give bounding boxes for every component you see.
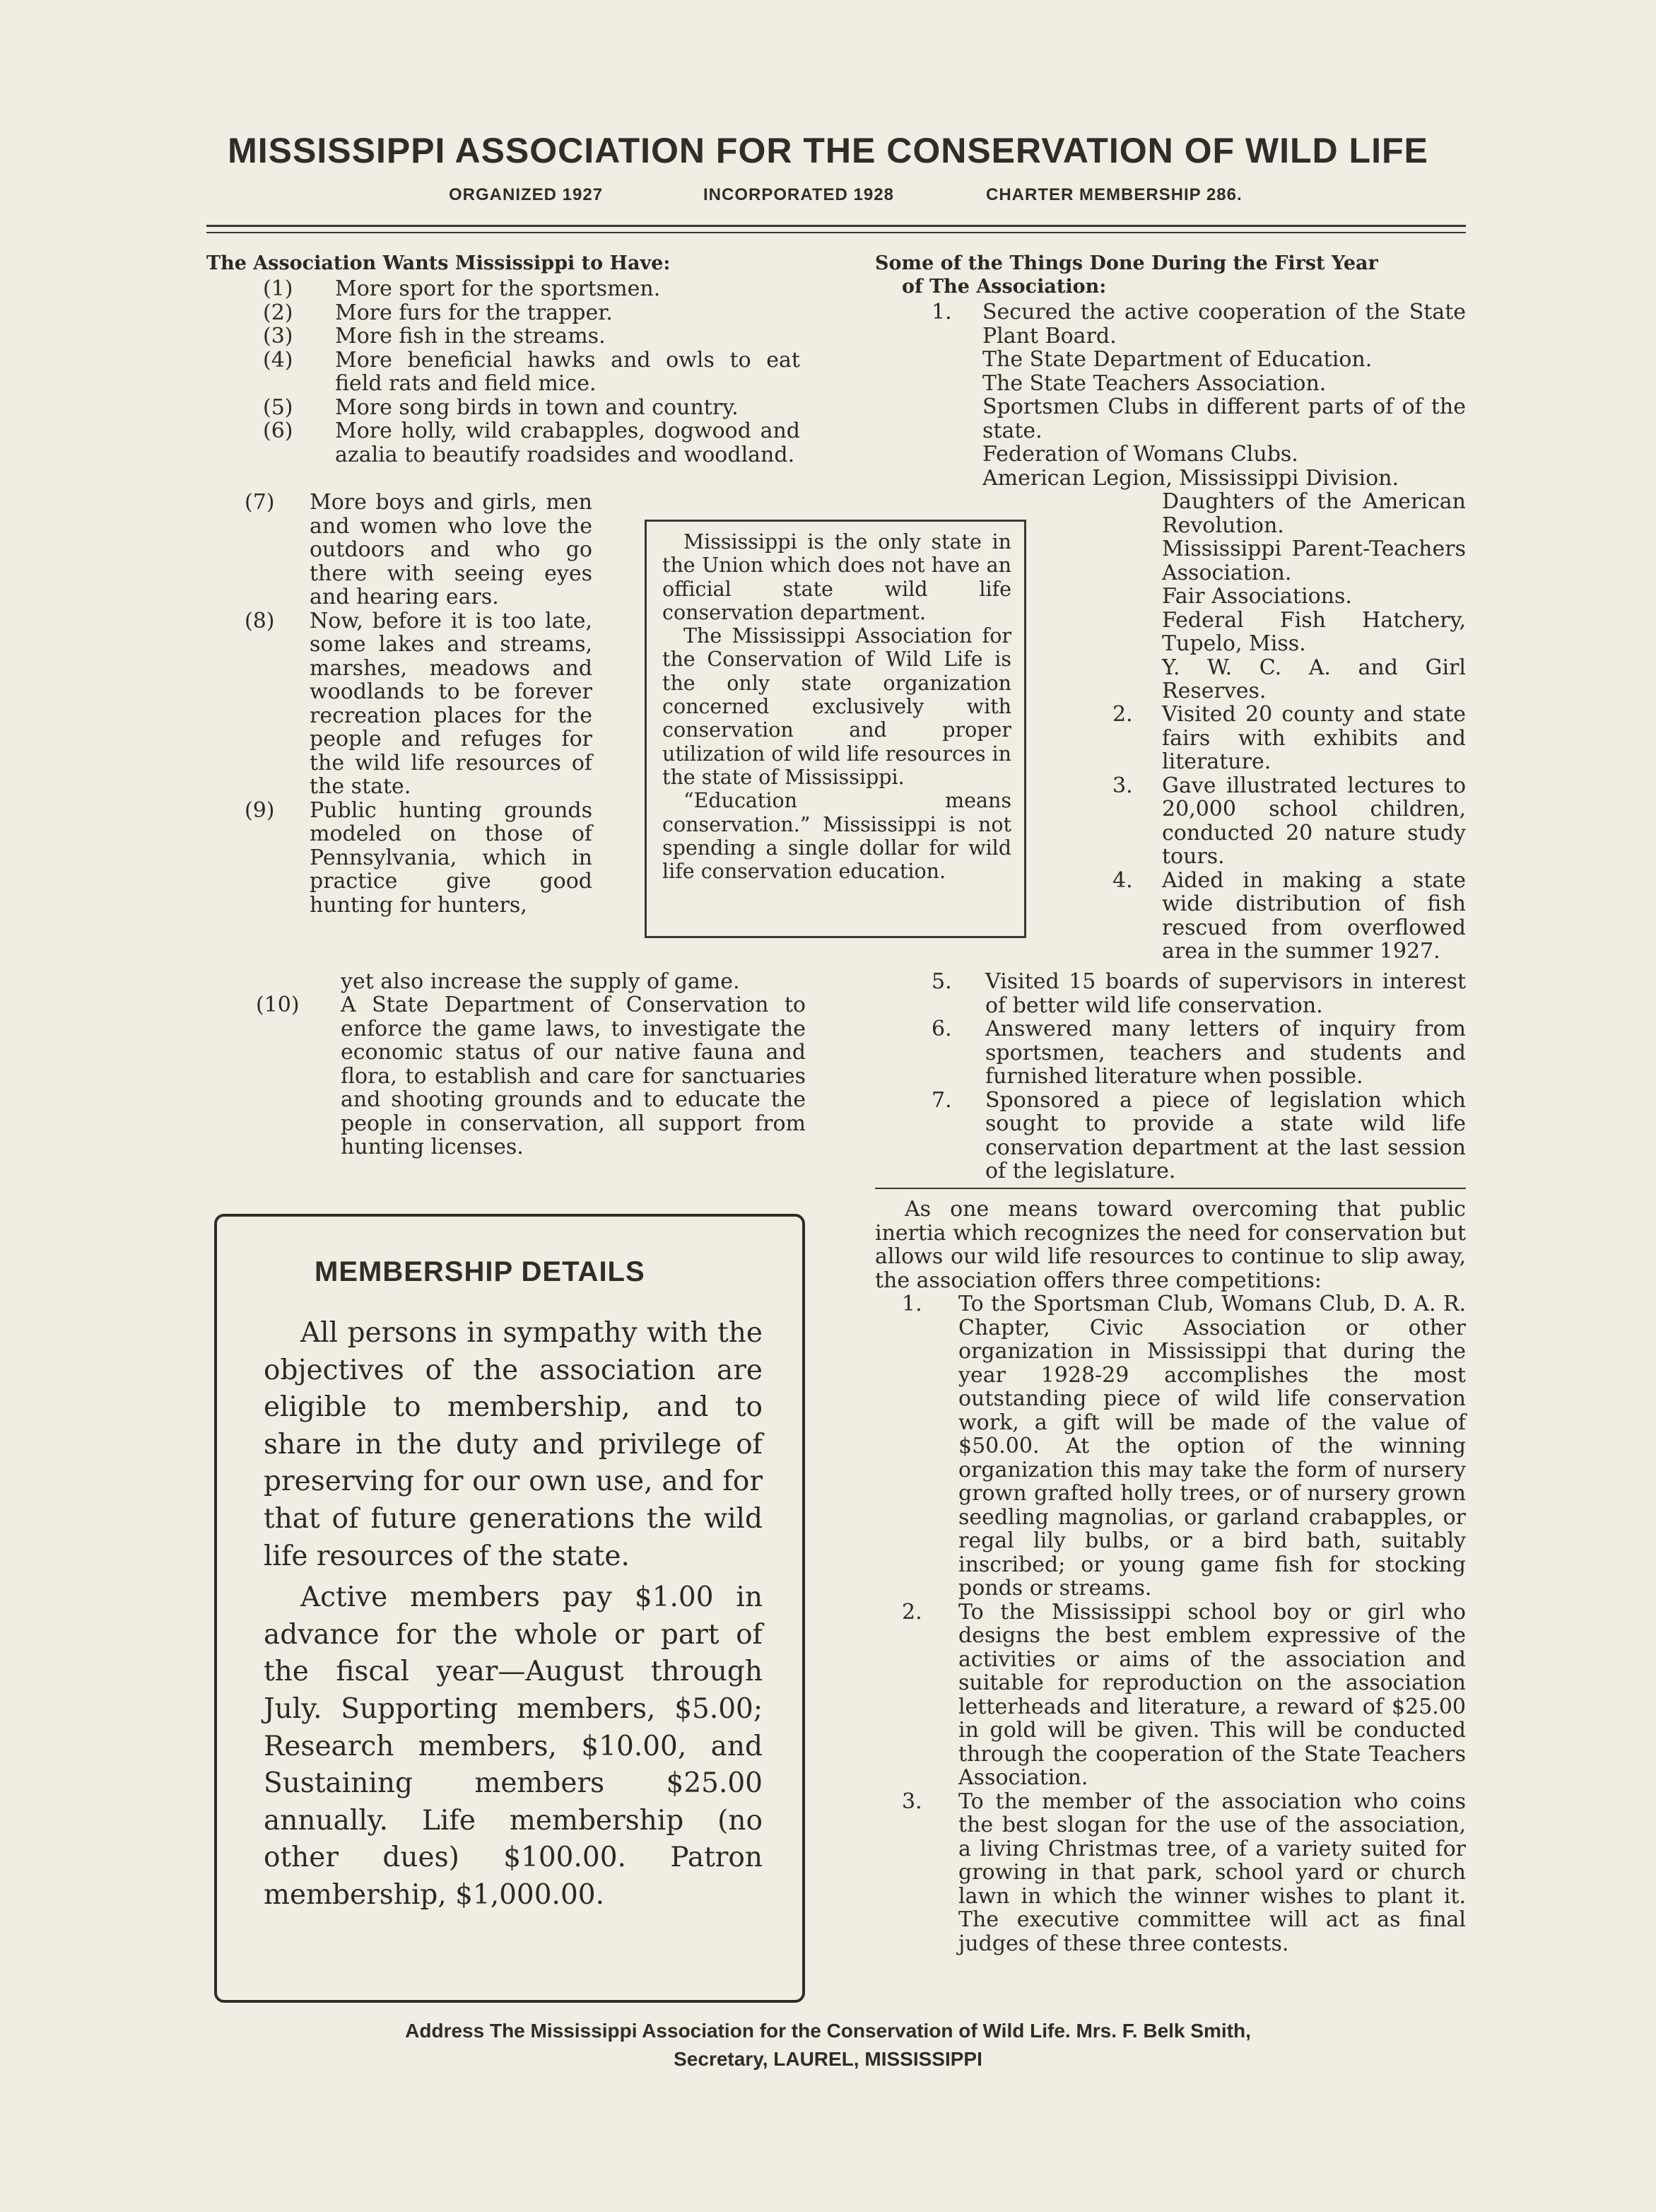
competition-item: 1. To the Sportsman Club, Womans Club, D. A. R. Chapter, Civic Association or other organization in Mississippi that during the year 1928-29 accomplishes the most outstanding piece of wild life conservation work, a gift will be made of the value of $50.00. At the option of the winning organization this may take the form of nursery grown grafted holly trees, or of nursery grown seedling magnolias, or garland crabapples, or regal lily bulbs, or a bird bath, suitably inscribed; or young game fish for stocking ponds or streams. — [902, 1292, 1466, 1601]
list-item: 6. Answered many letters of inquiry from sportsmen, teachers and students and furnished literature when possible. — [932, 1017, 1466, 1089]
left-column-heading: The Association Wants Mississippi to Have: — [206, 252, 671, 274]
list-item: (9) Public hunting grounds modeled on those of Pennsylvania, which in practice give good hunting for hunters, — [245, 797, 592, 918]
membership-dues-paragraph: Active members pay $1.00 in advance for the whole or part of the fiscal year—August through July. Supporting members, $5.00; Research members, $10.00, and Sustaining members $25.00 annually. Life membership (no other dues) $100.00. Patron membership, $1,000.00. — [264, 1581, 763, 1911]
competitions-intro: As one means toward overcoming that public inertia which recognizes the need for conservation but allows our wild life resources to continue to slip away, the association offers three competitions: — [875, 1197, 1466, 1293]
notice-paragraph: Mississippi is the only state in the Union which does not have an official state wild life conservation department. — [662, 530, 1011, 624]
list-item: (10) A State Department of Conservation to enforce the game laws, to investigate the economic status of our native fauna and flora, to establish and care for sanctuaries and shooting grounds and to educate the people in conservation, all support from hunting licenses. — [256, 993, 806, 1159]
footer-line-1: Address The Mississippi Association for the Conservation of Wild Life. Mrs. F. Belk Smith, — [405, 2020, 1251, 2042]
wants-list-final — [256, 993, 806, 1159]
footer-address — [0, 2017, 1656, 2073]
cooperation-list — [982, 300, 1466, 490]
cooperation-line: Mississippi Parent-Teachers Association. — [1162, 537, 1466, 585]
list-item: (3) More fish in the streams. — [263, 324, 606, 349]
membership-paragraph: All persons in sympathy with the objectives of the association are eligible to membership, and to share in the duty and privilege of preserving for our own use, and for that of future generations the wild life resources of the state. — [264, 1317, 763, 1572]
list-item: 3. Gave illustrated lectures to 20,000 school children, conducted 20 nature study tours. — [1112, 773, 1466, 869]
competition-item: 3. To the member of the association who coins the best slogan for the use of the association, a living Christmas tree, of a variety suited for growing in that park, school yard or church lawn in which the winner wishes to plant it. The executive committee will act as final judges of these three contests. — [902, 1789, 1466, 1956]
incorporated-year: INCORPORATED 1928 — [703, 185, 894, 204]
competitions-section — [875, 1198, 1466, 1955]
list-item: (4) More beneficial hawks and owls to eat field rats and field mice. — [263, 347, 800, 396]
list-item: (5) More song birds in town and country. — [263, 394, 739, 420]
cooperation-list-narrow — [1162, 490, 1466, 703]
notice-paragraph: “Education means conservation.” Mississippi is not spending a single dollar for wild life conservation education. — [662, 789, 1011, 884]
right-column-heading-line1: Some of the Things Done During the First Year — [875, 252, 1378, 274]
list-item: 4. Aided in making a state wide distribution of fish rescued from overflowed area in the summer 1927. — [1112, 867, 1466, 964]
cooperation-line: Fair Associations. — [1162, 584, 1352, 609]
header-rule-bottom — [206, 232, 1466, 233]
list-item: 7. Sponsored a piece of legislation which sought to provide a state wild life conservation department at the last session of the legislature. — [932, 1087, 1466, 1183]
charter-membership: CHARTER MEMBERSHIP 286. — [986, 185, 1243, 204]
cooperation-line: Federation of Womans Clubs. — [982, 442, 1298, 467]
wants-list-narrow — [245, 491, 594, 917]
wants-list — [206, 277, 807, 467]
footer-line-2: Secretary, LAUREL, MISSISSIPPI — [674, 2048, 982, 2070]
list-item: 2. Visited 20 county and state fairs with exhibits and literature. — [1112, 702, 1466, 774]
conservation-notice-box — [645, 520, 1026, 938]
cooperation-line: Daughters of the American Revolution. — [1162, 489, 1466, 538]
right-column-heading-line2: of The Association: — [902, 276, 1107, 298]
list-item: (8) Now, before it is too late, some lakes and streams, marshes, meadows and woodlands to be forever recreation places for the people and refuges for the wild life resources of the state. — [245, 608, 592, 799]
list-item: (2) More furs for the trapper. — [263, 300, 613, 325]
list-item-continuation: yet also increase the supply of game. — [341, 969, 740, 994]
list-item: 5. Visited 15 boards of supervisors in interest of better wild life conservation. — [932, 969, 1466, 1018]
list-item: (1) More sport for the sportsmen. — [263, 276, 661, 301]
membership-details-box — [214, 1214, 805, 2003]
list-item: (6) More holly, wild crabapples, dogwood and azalia to beautify roadsides and woodland. — [263, 419, 800, 467]
header-rule-top — [206, 225, 1466, 227]
page-title: MISSISSIPPI ASSOCIATION FOR THE CONSERVATION OF WILD LIFE — [228, 131, 1428, 170]
done-item-number: 1. — [932, 300, 952, 324]
cooperation-line: The State Department of Education. — [982, 347, 1373, 372]
cooperation-line: American Legion, Mississippi Division. — [982, 465, 1399, 491]
list-item: (7) More boys and girls, men and women who love the outdoors and who go there with seeing eyes and hearing ears. — [245, 490, 592, 609]
section-rule-right — [875, 1188, 1466, 1189]
membership-title: MEMBERSHIP DETAILS — [315, 1256, 645, 1287]
competition-item: 2. To the Mississippi school boy or girl who designs the best emblem expressive of the activities or aims of the association and suitable for reproduction on the association letterheads and literature, a reward of $25.00 in gold will be given. This will be conducted through the cooperation of the State Teachers Association. — [902, 1599, 1466, 1790]
cooperation-line: The State Teachers Association. — [982, 370, 1327, 396]
done-list-wide — [932, 970, 1466, 1183]
cooperation-line: Federal Fish Hatchery, Tupelo, Miss. — [1162, 607, 1466, 656]
cooperation-line: Y. W. C. A. and Girl Reserves. — [1162, 655, 1466, 703]
cooperation-line: Secured the active cooperation of the State Plant Board. — [982, 300, 1466, 349]
done-list-narrow — [1112, 703, 1466, 964]
notice-paragraph: The Mississippi Association for the Conservation of Wild Life is the only state organization concerned exclusively with conservation and proper utilization of wild life resources in the state of Mississippi. — [662, 624, 1011, 789]
organized-year: ORGANIZED 1927 — [449, 185, 604, 204]
cooperation-line: Sportsmen Clubs in different parts of of the state. — [982, 394, 1466, 443]
